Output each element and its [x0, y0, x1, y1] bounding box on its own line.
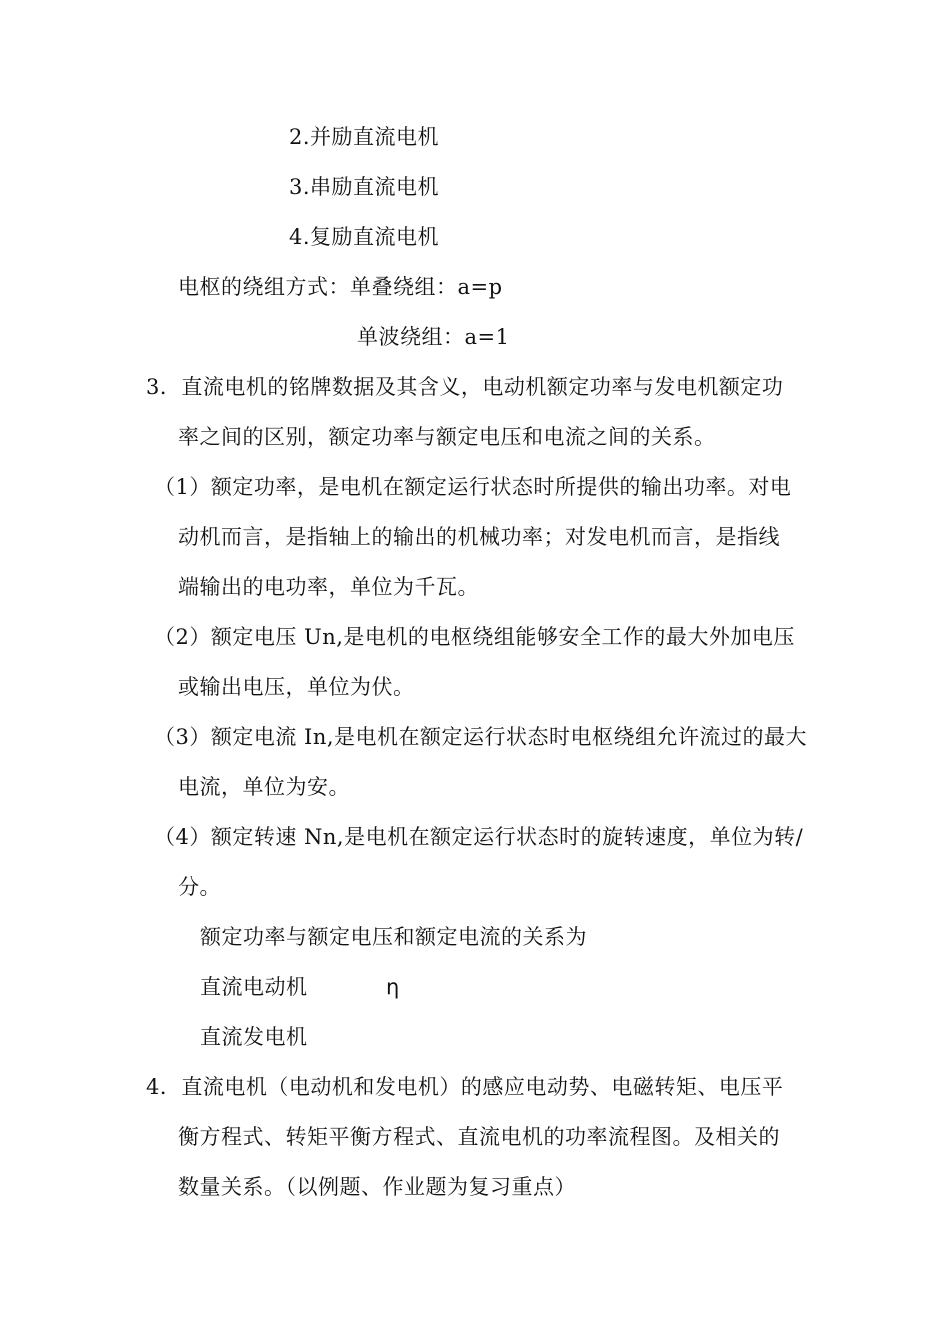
item-2-line2: 或输出电压，单位为伏。: [178, 675, 415, 699]
item-1-line1: （1）额定功率，是电机在额定运行状态时所提供的输出功率。对电: [154, 475, 792, 499]
relation-intro: 额定功率与额定电压和额定电流的关系为: [200, 925, 587, 949]
list-item-shunt-motor: 2.并励直流电机: [289, 125, 440, 149]
item-4-line2: 分。: [178, 875, 221, 899]
dc-generator-label: 直流发电机: [200, 1025, 308, 1049]
winding-lap-line: 电枢的绕组方式：单叠绕组：a=p: [178, 275, 503, 299]
item-1-line3: 端输出的电功率，单位为千瓦。: [178, 575, 479, 599]
section-4-line3: 数量关系。（以例题、作业题为复习重点）: [178, 1175, 576, 1199]
section-4-line1: 4．直流电机（电动机和发电机）的感应电动势、电磁转矩、电压平: [146, 1075, 784, 1099]
efficiency-symbol: η: [386, 975, 400, 999]
winding-wave-line: 单波绕组：a=1: [357, 325, 510, 349]
item-2-line1: （2）额定电压 Un,是电机的电枢绕组能够安全工作的最大外加电压: [154, 625, 795, 649]
section-3-heading-line1: 3．直流电机的铭牌数据及其含义，电动机额定功率与发电机额定功: [146, 375, 784, 399]
section-4-line2: 衡方程式、转矩平衡方程式、直流电机的功率流程图。及相关的: [178, 1125, 780, 1149]
item-1-line2: 动机而言，是指轴上的输出的机械功率；对发电机而言，是指线: [178, 525, 780, 549]
list-item-series-motor: 3.串励直流电机: [289, 175, 440, 199]
section-3-heading-line2: 率之间的区别，额定功率与额定电压和电流之间的关系。: [178, 425, 716, 449]
item-3-line2: 电流，单位为安。: [178, 775, 350, 799]
dc-motor-label: 直流电动机: [200, 975, 308, 999]
item-4-line1: （4）额定转速 Nn,是电机在额定运行状态时的旋转速度，单位为转/: [154, 825, 804, 849]
list-item-compound-motor: 4.复励直流电机: [289, 225, 440, 249]
item-3-line1: （3）额定电流 In,是电机在额定运行状态时电枢绕组允许流过的最大: [154, 725, 808, 749]
